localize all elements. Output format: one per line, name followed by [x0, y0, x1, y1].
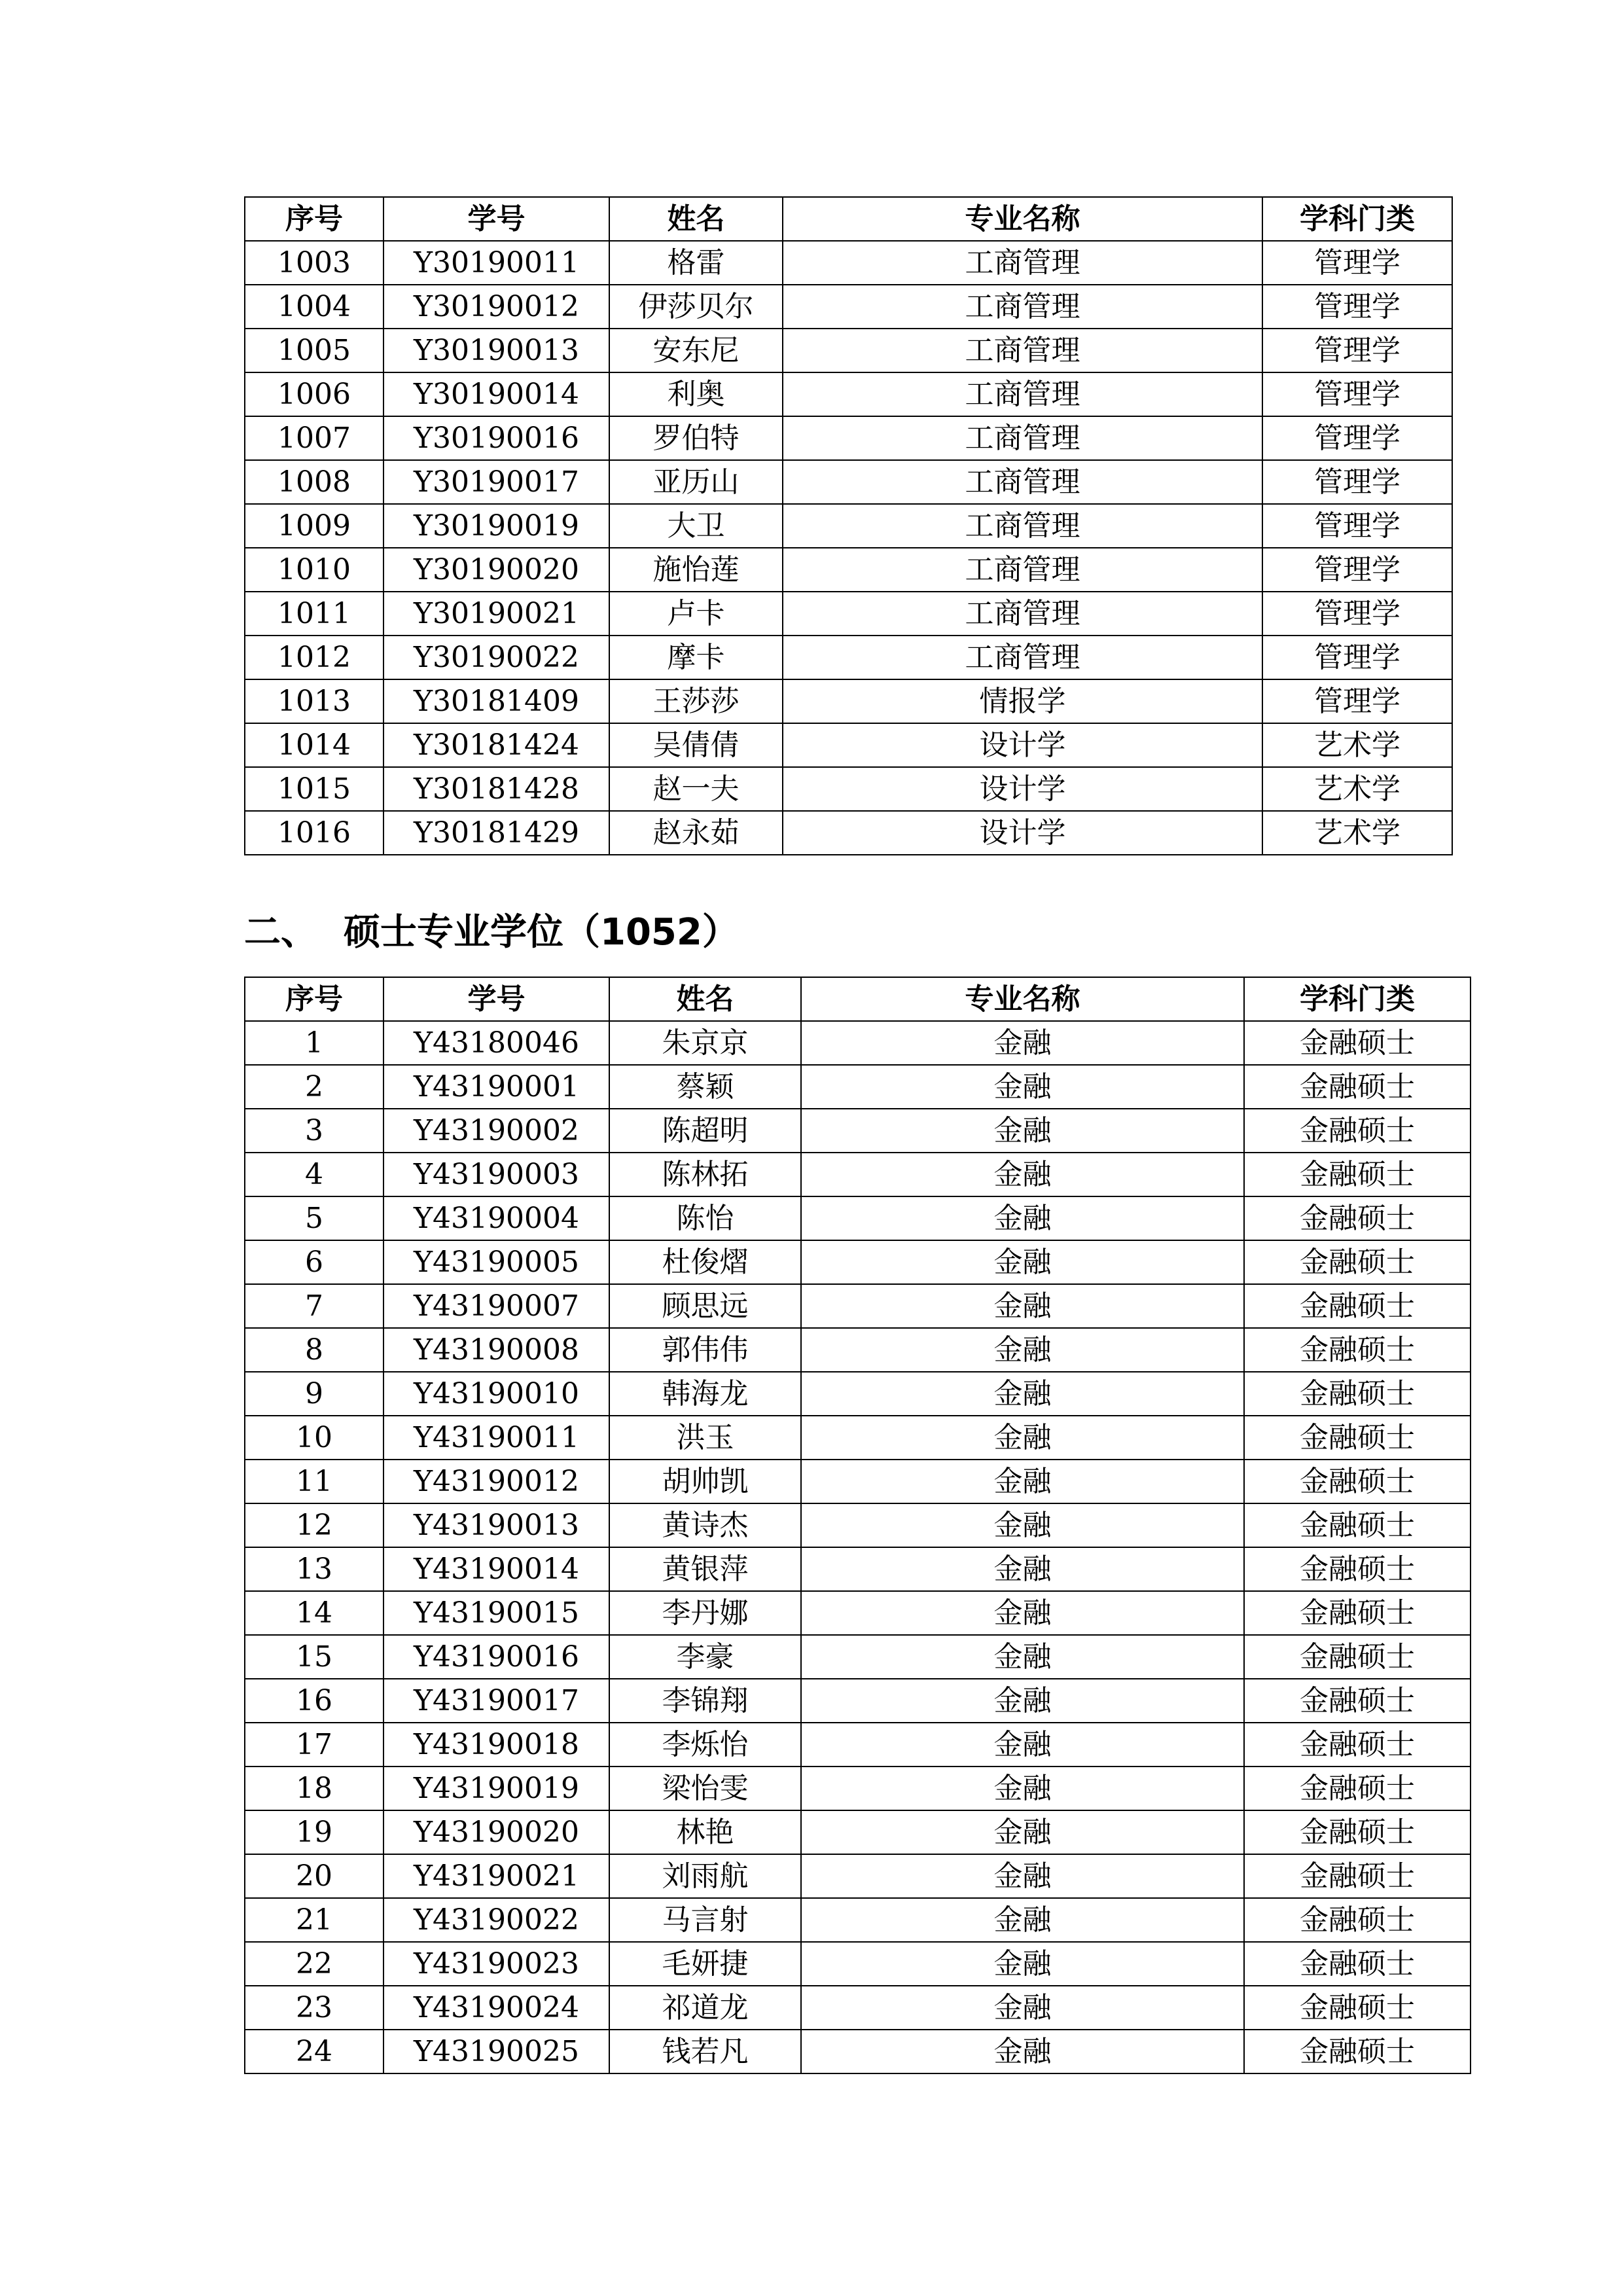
cell-major: 金融	[801, 1679, 1244, 1723]
cell-serial-number: 1007	[245, 416, 383, 460]
cell-student-id: Y43190007	[383, 1284, 609, 1328]
cell-serial-number: 13	[245, 1547, 383, 1591]
cell-name: 胡帅凯	[609, 1460, 801, 1503]
cell-discipline: 金融硕士	[1244, 1898, 1471, 1942]
cell-student-id: Y30190019	[383, 504, 609, 548]
cell-major: 情报学	[783, 679, 1262, 723]
cell-name: 韩海龙	[609, 1372, 801, 1416]
cell-major: 工商管理	[783, 460, 1262, 504]
table-header-row	[245, 197, 1452, 241]
cell-name: 陈林拓	[609, 1153, 801, 1196]
cell-major: 金融	[801, 1196, 1244, 1240]
cell-name: 马言射	[609, 1898, 801, 1942]
cell-serial-number: 1013	[245, 679, 383, 723]
cell-name: 黄诗杰	[609, 1503, 801, 1547]
cell-discipline: 管理学	[1262, 460, 1452, 504]
cell-major: 工商管理	[783, 285, 1262, 329]
cell-name: 吴倩倩	[609, 723, 783, 767]
cell-name: 陈怡	[609, 1196, 801, 1240]
cell-serial-number: 1012	[245, 636, 383, 679]
cell-discipline: 金融硕士	[1244, 1942, 1471, 1986]
cell-major: 金融	[801, 1372, 1244, 1416]
cell-name: 李豪	[609, 1635, 801, 1679]
cell-serial-number: 8	[245, 1328, 383, 1372]
table-row	[245, 811, 1452, 855]
cell-major: 设计学	[783, 723, 1262, 767]
cell-major: 金融	[801, 1240, 1244, 1284]
cell-discipline: 艺术学	[1262, 723, 1452, 767]
cell-serial-number: 1010	[245, 548, 383, 592]
cell-serial-number: 19	[245, 1810, 383, 1854]
cell-discipline: 艺术学	[1262, 811, 1452, 855]
table-row	[245, 241, 1452, 285]
cell-discipline: 管理学	[1262, 372, 1452, 416]
cell-discipline: 管理学	[1262, 636, 1452, 679]
table-row	[245, 1986, 1471, 2030]
cell-major: 工商管理	[783, 416, 1262, 460]
cell-name: 梁怡雯	[609, 1767, 801, 1810]
cell-name: 施怡莲	[609, 548, 783, 592]
table-row	[245, 1635, 1471, 1679]
table-row	[245, 2030, 1471, 2073]
table-row	[245, 679, 1452, 723]
table-row	[245, 723, 1452, 767]
cell-major: 金融	[801, 1723, 1244, 1767]
table-row	[245, 548, 1452, 592]
cell-student-id: Y30190022	[383, 636, 609, 679]
cell-serial-number: 2	[245, 1065, 383, 1109]
cell-serial-number: 1003	[245, 241, 383, 285]
cell-name: 赵一夫	[609, 767, 783, 811]
cell-serial-number: 17	[245, 1723, 383, 1767]
cell-discipline: 金融硕士	[1244, 1767, 1471, 1810]
cell-serial-number: 10	[245, 1416, 383, 1460]
cell-name: 杜俊熠	[609, 1240, 801, 1284]
cell-discipline: 金融硕士	[1244, 1196, 1471, 1240]
cell-discipline: 金融硕士	[1244, 1986, 1471, 2030]
cell-major: 金融	[801, 1109, 1244, 1153]
cell-discipline: 管理学	[1262, 592, 1452, 636]
cell-major: 金融	[801, 1284, 1244, 1328]
cell-student-id: Y43180046	[383, 1021, 609, 1065]
cell-student-id: Y30190020	[383, 548, 609, 592]
cell-major: 工商管理	[783, 636, 1262, 679]
cell-name: 李丹娜	[609, 1591, 801, 1635]
cell-discipline: 金融硕士	[1244, 1679, 1471, 1723]
cell-serial-number: 5	[245, 1196, 383, 1240]
cell-student-id: Y30190011	[383, 241, 609, 285]
cell-discipline: 管理学	[1262, 416, 1452, 460]
cell-name: 顾思远	[609, 1284, 801, 1328]
cell-student-id: Y30190014	[383, 372, 609, 416]
cell-student-id: Y43190004	[383, 1196, 609, 1240]
cell-discipline: 管理学	[1262, 241, 1452, 285]
cell-major: 金融	[801, 1460, 1244, 1503]
cell-serial-number: 23	[245, 1986, 383, 2030]
cell-student-id: Y43190003	[383, 1153, 609, 1196]
cell-discipline: 金融硕士	[1244, 1723, 1471, 1767]
table-row	[245, 329, 1452, 372]
cell-student-id: Y43190024	[383, 1986, 609, 2030]
table-row	[245, 1810, 1471, 1854]
cell-student-id: Y30190017	[383, 460, 609, 504]
header-name: 姓名	[609, 977, 801, 1021]
cell-major: 金融	[801, 1854, 1244, 1898]
cell-student-id: Y30181424	[383, 723, 609, 767]
table-row	[245, 1503, 1471, 1547]
table-header-row	[245, 977, 1471, 1021]
cell-serial-number: 1006	[245, 372, 383, 416]
cell-serial-number: 1014	[245, 723, 383, 767]
cell-major: 金融	[801, 1635, 1244, 1679]
cell-serial-number: 1008	[245, 460, 383, 504]
table-row	[245, 1021, 1471, 1065]
cell-student-id: Y43190025	[383, 2030, 609, 2073]
cell-name: 祁道龙	[609, 1986, 801, 2030]
cell-discipline: 金融硕士	[1244, 1153, 1471, 1196]
cell-serial-number: 1009	[245, 504, 383, 548]
table-row	[245, 592, 1452, 636]
cell-discipline: 金融硕士	[1244, 1416, 1471, 1460]
cell-serial-number: 21	[245, 1898, 383, 1942]
table-row	[245, 1109, 1471, 1153]
table-row	[245, 1065, 1471, 1109]
cell-major: 金融	[801, 1153, 1244, 1196]
cell-student-id: Y43190021	[383, 1854, 609, 1898]
cell-name: 刘雨航	[609, 1854, 801, 1898]
cell-discipline: 金融硕士	[1244, 1240, 1471, 1284]
cell-major: 金融	[801, 1942, 1244, 1986]
cell-major: 金融	[801, 1767, 1244, 1810]
cell-student-id: Y43190013	[383, 1503, 609, 1547]
table-row	[245, 1460, 1471, 1503]
cell-name: 安东尼	[609, 329, 783, 372]
table-row	[245, 1153, 1471, 1196]
cell-major: 设计学	[783, 811, 1262, 855]
table-professional-masters-list	[244, 977, 1471, 2074]
cell-major: 设计学	[783, 767, 1262, 811]
cell-discipline: 金融硕士	[1244, 2030, 1471, 2073]
cell-student-id: Y43190001	[383, 1065, 609, 1109]
cell-discipline: 管理学	[1262, 329, 1452, 372]
header-student-id: 学号	[383, 197, 609, 241]
section-title-text: 硕士专业学位（1052）	[344, 911, 739, 954]
cell-serial-number: 1004	[245, 285, 383, 329]
cell-name: 王莎莎	[609, 679, 783, 723]
header-student-id: 学号	[383, 977, 609, 1021]
cell-discipline: 金融硕士	[1244, 1591, 1471, 1635]
table-row	[245, 1328, 1471, 1372]
cell-discipline: 金融硕士	[1244, 1460, 1471, 1503]
cell-student-id: Y43190023	[383, 1942, 609, 1986]
cell-student-id: Y43190017	[383, 1679, 609, 1723]
table-academic-degree-list	[244, 196, 1453, 855]
table-row	[245, 504, 1452, 548]
cell-name: 朱京京	[609, 1021, 801, 1065]
cell-discipline: 管理学	[1262, 679, 1452, 723]
cell-student-id: Y30181409	[383, 679, 609, 723]
cell-student-id: Y43190002	[383, 1109, 609, 1153]
cell-serial-number: 4	[245, 1153, 383, 1196]
section-number: 二、	[244, 911, 317, 954]
header-name: 姓名	[609, 197, 783, 241]
cell-serial-number: 1011	[245, 592, 383, 636]
cell-major: 金融	[801, 1021, 1244, 1065]
cell-major: 工商管理	[783, 592, 1262, 636]
cell-major: 工商管理	[783, 548, 1262, 592]
cell-major: 金融	[801, 1591, 1244, 1635]
cell-student-id: Y43190020	[383, 1810, 609, 1854]
cell-discipline: 管理学	[1262, 285, 1452, 329]
table-row	[245, 1767, 1471, 1810]
cell-name: 大卫	[609, 504, 783, 548]
table-row	[245, 1898, 1471, 1942]
cell-student-id: Y43190010	[383, 1372, 609, 1416]
table-row	[245, 1196, 1471, 1240]
cell-student-id: Y43190012	[383, 1460, 609, 1503]
cell-discipline: 金融硕士	[1244, 1021, 1471, 1065]
cell-name: 洪玉	[609, 1416, 801, 1460]
cell-major: 工商管理	[783, 329, 1262, 372]
cell-discipline: 管理学	[1262, 504, 1452, 548]
cell-serial-number: 7	[245, 1284, 383, 1328]
table-row	[245, 460, 1452, 504]
cell-name: 林艳	[609, 1810, 801, 1854]
cell-serial-number: 16	[245, 1679, 383, 1723]
cell-student-id: Y30190013	[383, 329, 609, 372]
cell-serial-number: 20	[245, 1854, 383, 1898]
section-heading-professional-masters	[244, 906, 739, 959]
table-row	[245, 1723, 1471, 1767]
table-row	[245, 1942, 1471, 1986]
cell-discipline: 金融硕士	[1244, 1854, 1471, 1898]
cell-name: 郭伟伟	[609, 1328, 801, 1372]
cell-name: 亚历山	[609, 460, 783, 504]
cell-major: 金融	[801, 2030, 1244, 2073]
cell-serial-number: 22	[245, 1942, 383, 1986]
cell-discipline: 金融硕士	[1244, 1372, 1471, 1416]
cell-discipline: 管理学	[1262, 548, 1452, 592]
cell-serial-number: 11	[245, 1460, 383, 1503]
cell-major: 金融	[801, 1503, 1244, 1547]
cell-student-id: Y43190022	[383, 1898, 609, 1942]
cell-student-id: Y43190016	[383, 1635, 609, 1679]
cell-name: 李烁怡	[609, 1723, 801, 1767]
cell-major: 金融	[801, 1065, 1244, 1109]
cell-serial-number: 14	[245, 1591, 383, 1635]
cell-student-id: Y30181429	[383, 811, 609, 855]
cell-major: 金融	[801, 1986, 1244, 2030]
cell-discipline: 金融硕士	[1244, 1284, 1471, 1328]
table-row	[245, 767, 1452, 811]
header-discipline: 学科门类	[1262, 197, 1452, 241]
cell-serial-number: 1	[245, 1021, 383, 1065]
cell-name: 陈超明	[609, 1109, 801, 1153]
cell-student-id: Y43190018	[383, 1723, 609, 1767]
cell-serial-number: 6	[245, 1240, 383, 1284]
cell-discipline: 金融硕士	[1244, 1328, 1471, 1372]
cell-serial-number: 3	[245, 1109, 383, 1153]
table-row	[245, 285, 1452, 329]
cell-student-id: Y43190011	[383, 1416, 609, 1460]
cell-discipline: 金融硕士	[1244, 1635, 1471, 1679]
table-row	[245, 1547, 1471, 1591]
cell-major: 金融	[801, 1547, 1244, 1591]
cell-student-id: Y30181428	[383, 767, 609, 811]
table-row	[245, 1416, 1471, 1460]
cell-name: 蔡颖	[609, 1065, 801, 1109]
table-row	[245, 1240, 1471, 1284]
header-serial-number: 序号	[245, 197, 383, 241]
table-row	[245, 372, 1452, 416]
cell-name: 卢卡	[609, 592, 783, 636]
cell-student-id: Y30190021	[383, 592, 609, 636]
cell-major: 金融	[801, 1898, 1244, 1942]
cell-discipline: 金融硕士	[1244, 1503, 1471, 1547]
cell-discipline: 艺术学	[1262, 767, 1452, 811]
cell-serial-number: 9	[245, 1372, 383, 1416]
cell-major: 金融	[801, 1328, 1244, 1372]
table-row	[245, 1591, 1471, 1635]
header-major: 专业名称	[801, 977, 1244, 1021]
cell-name: 毛妍捷	[609, 1942, 801, 1986]
header-serial-number: 序号	[245, 977, 383, 1021]
cell-student-id: Y43190005	[383, 1240, 609, 1284]
cell-serial-number: 18	[245, 1767, 383, 1810]
cell-name: 伊莎贝尔	[609, 285, 783, 329]
table-row	[245, 1679, 1471, 1723]
header-discipline: 学科门类	[1244, 977, 1471, 1021]
cell-name: 钱若凡	[609, 2030, 801, 2073]
cell-student-id: Y43190019	[383, 1767, 609, 1810]
cell-student-id: Y30190016	[383, 416, 609, 460]
cell-student-id: Y43190008	[383, 1328, 609, 1372]
cell-name: 摩卡	[609, 636, 783, 679]
cell-serial-number: 1016	[245, 811, 383, 855]
table-row	[245, 416, 1452, 460]
cell-name: 李锦翔	[609, 1679, 801, 1723]
cell-discipline: 金融硕士	[1244, 1065, 1471, 1109]
cell-major: 工商管理	[783, 504, 1262, 548]
table-row	[245, 1854, 1471, 1898]
header-major: 专业名称	[783, 197, 1262, 241]
cell-name: 罗伯特	[609, 416, 783, 460]
table-row	[245, 1372, 1471, 1416]
cell-student-id: Y43190014	[383, 1547, 609, 1591]
cell-name: 格雷	[609, 241, 783, 285]
cell-name: 黄银萍	[609, 1547, 801, 1591]
table-row	[245, 636, 1452, 679]
cell-student-id: Y30190012	[383, 285, 609, 329]
cell-discipline: 金融硕士	[1244, 1547, 1471, 1591]
cell-serial-number: 1015	[245, 767, 383, 811]
cell-discipline: 金融硕士	[1244, 1810, 1471, 1854]
cell-serial-number: 24	[245, 2030, 383, 2073]
cell-major: 金融	[801, 1416, 1244, 1460]
cell-major: 工商管理	[783, 241, 1262, 285]
cell-discipline: 金融硕士	[1244, 1109, 1471, 1153]
table-row	[245, 1284, 1471, 1328]
cell-name: 赵永茹	[609, 811, 783, 855]
cell-major: 金融	[801, 1810, 1244, 1854]
cell-serial-number: 12	[245, 1503, 383, 1547]
cell-name: 利奥	[609, 372, 783, 416]
cell-major: 工商管理	[783, 372, 1262, 416]
cell-serial-number: 15	[245, 1635, 383, 1679]
cell-serial-number: 1005	[245, 329, 383, 372]
cell-student-id: Y43190015	[383, 1591, 609, 1635]
